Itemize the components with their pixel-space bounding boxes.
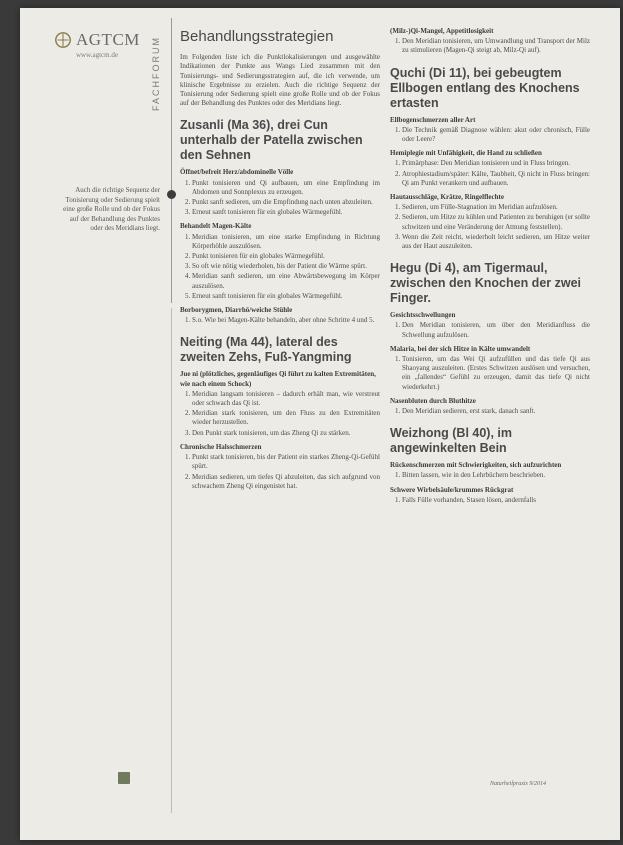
sidenote-quote: Auch die richtige Sequenz der Tonisierung oder Sedierung spielt eine große Rolle und ob der Fokus auf der Behandlung des Punktes oder des Meridians liegt. [63,186,160,232]
section-heading: Hegu (Di 4), am Tigermaul, zwischen den Knochen der zwei Finger. [390,261,582,306]
list-item: 1. Den Meridian sedieren, erst stark, danach sanft. [402,407,590,416]
middle-column [180,26,380,495]
numbered-list [180,390,380,438]
list-item: 1. Die Technik gemäß Diagnose wählen: akut oder chronisch, Fülle oder Leere? [402,126,590,144]
numbered-list [390,471,590,480]
sidenote-bullet-icon [167,190,176,199]
numbered-list [390,37,590,55]
section-heading: Quchi (Di 11), bei gebeugtem Ellbogen entlang des Knochens ertasten [390,65,580,110]
list-item: 3. So oft wie nötig wiederholen, bis der Patient die Wärme spürt. [192,262,380,271]
numbered-list [390,355,590,392]
list-item: 2. Sedieren, um Hitze zu kühlen und Patienten zu beruhigen (er sollte schwitzen und eine Veränderung der Atmung feststellen). [402,213,590,231]
list-item: 1. Primärphase: Den Meridian tonisieren und in Fluss bringen. [402,159,590,168]
subheading: Rückenschmerzen mit Schwierigkeiten, sich aufzurichten [390,461,562,470]
list-item: 1. Punkt tonisieren und Qi aufbauen, um eine Empfindung im Abdomen und Sonnplexus zu erzeugen. [192,179,380,197]
subheading: Borborygmen, Diarrhö/weiche Stühle [180,306,293,315]
logo-mark-icon [54,31,72,49]
list-item: 1. Sedieren, um Fülle-Stagnation im Meridian aufzulösen. [402,203,590,212]
numbered-list [390,321,590,339]
list-item: 3. Wenn die Zeit reicht, wiederholt leicht sedieren, um Hitze weiter aus der Haut auszuleiten. [402,233,590,251]
right-column [390,22,590,509]
list-item: 2. Meridian stark tonisieren, um den Fluss zu den Extremitäten wieder herzustellen. [192,409,380,427]
section-tag: FACHFORUM [151,36,161,111]
list-item: 1. Meridian tonisieren, um eine starke Empfindung in Richtung Körperhöhle auszulösen. [192,233,380,251]
numbered-list [390,126,590,144]
list-item: 2. Punkt tonisieren für ein globales Wärmegefühl. [192,252,380,261]
list-item: 1. Bitten lassen, wie in den Lehrbüchern beschrieben. [402,471,590,480]
list-item: 2. Atrophiestadium/später: Kälte, Taubheit, Qi nicht in Fluss bringen: Qi am Punkt verankern und aufbauen. [402,170,590,188]
numbered-list [390,496,590,505]
subheading: Jue ni (plötzliches, gegenläufiges Qi führt zu kalten Extremitäten, wie nach einem Schock) [180,370,376,388]
list-item: 1. Punkt stark tonisieren, bis der Patient ein starkes Zheng-Qi-Gefühl spürt. [192,453,380,471]
numbered-list [180,233,380,301]
intro-paragraph: Im Folgenden liste ich die Punktlokalisierungen und ausgewählte Indikationen der Punkte aus Wangs Lied zusammen mit den Tonisierungs- und Sedierungsstrategien auf, die ich verwende, um klinische Ergebnisse zu erzielen. Auch die richtige Sequenz der Tonisierung oder Sedierung spielt eine große Rolle und ob der Fokus auf der Behandlung des Punktes oder des Meridians liegt. [180,53,380,108]
list-item: 1. Den Meridian tonisieren, um Umwandlung und Transport der Milz zu stimulieren (Magen-Qi steigt ab, Milz-Qi auf). [402,37,590,55]
subheading: Hautausschläge, Krätze, Ringelflechte [390,193,504,202]
list-item: 2. Punkt sanft sedieren, um die Empfindung nach unten abzuleiten. [192,198,380,207]
document-page [20,8,620,840]
subheading: Ellbogenschmerzen aller Art [390,115,476,124]
subheading: Chronische Halsschmerzen [180,442,262,451]
list-item: 2. Meridian sedieren, um tiefes Qi abzuleiten, das sich aufgrund von schwachem Zheng Qi eingenistet hat. [192,473,380,491]
list-item: 4. Meridian sanft sedieren, um eine Abwärtsbewegung im Körper auszulösen. [192,272,380,290]
list-item: 3. Den Punkt stark tonisieren, um das Zheng Qi zu stärken. [192,429,380,438]
logo-url: www.agtcm.de [76,51,118,59]
numbered-list [390,407,590,416]
numbered-list [180,179,380,218]
right-sections [390,66,590,505]
column-divider-lower [171,308,172,813]
list-item: 1. Tonisieren, um das Wei Qi aufzufüllen und das tiefe Qi aus Shaoyang auszuleiten. (Erstes Schwitzen auslösen und versuchen, ein „fallendes“ Gefühl zu erzeugen, damit das tiefe Qi nicht wiederkehrt.) [402,355,590,392]
list-item: 5. Erneut sanft tonisieren für ein globales Wärmegefühl. [192,292,380,301]
subheading: Malaria, bei der sich Hitze in Kälte umwandelt [390,344,531,353]
numbered-list [180,316,380,325]
subheading: (Milz-)Qi-Mangel, Appetitlosigkeit [390,27,494,35]
logo-name: AGTCM [76,30,140,49]
list-item: 1. Meridian langsam tonisieren – dadurch erhält man, wie verstreut oder schwach das Qi ist. [192,390,380,408]
numbered-list [390,159,590,188]
agtcm-logo [54,30,166,59]
subheading: Schwere Wirbelsäule/krummes Rückgrat [390,485,514,494]
list-item: 1. S.o. Wie bei Magen-Kälte behandeln, aber ohne Schritte 4 und 5. [192,316,380,325]
subheading: Nasenbluten durch Bluthitze [390,396,476,405]
page-number-marker [118,772,130,784]
subheading: Gesichtsschwellungen [390,311,456,320]
page-title: Behandlungsstrategien [180,28,334,45]
section-heading: Weizhong (Bl 40), im angewinkelten Bein [390,426,512,456]
subheading: Hemiplegie mit Unfähigkeit, die Hand zu schließen [390,149,542,158]
column-divider [171,18,172,303]
section-heading: Neiting (Ma 44), lateral des zweiten Zehs, Fuß-Yangming [180,335,352,365]
subheading: Öffnet/befreit Herz/abdominelle Völle [180,168,294,177]
page-footer: Naturheilpraxis 9/2014 [490,781,547,787]
list-item: 3. Erneut sanft tonisieren für ein globales Wärmegefühl. [192,208,380,217]
numbered-list [390,203,590,251]
list-item: 1. Falls Fülle vorhanden, Stasen lösen, andernfalls [402,496,590,505]
section-heading: Zusanli (Ma 36), drei Cun unterhalb der Patella zwischen den Sehnen [180,118,363,163]
list-item: 1. Den Meridian tonisieren, um über den Meridianfluss die Schwellung aufzulösen. [402,321,590,339]
subheading: Behandelt Magen-Kälte [180,222,252,231]
numbered-list [180,453,380,491]
middle-sections [180,118,380,490]
